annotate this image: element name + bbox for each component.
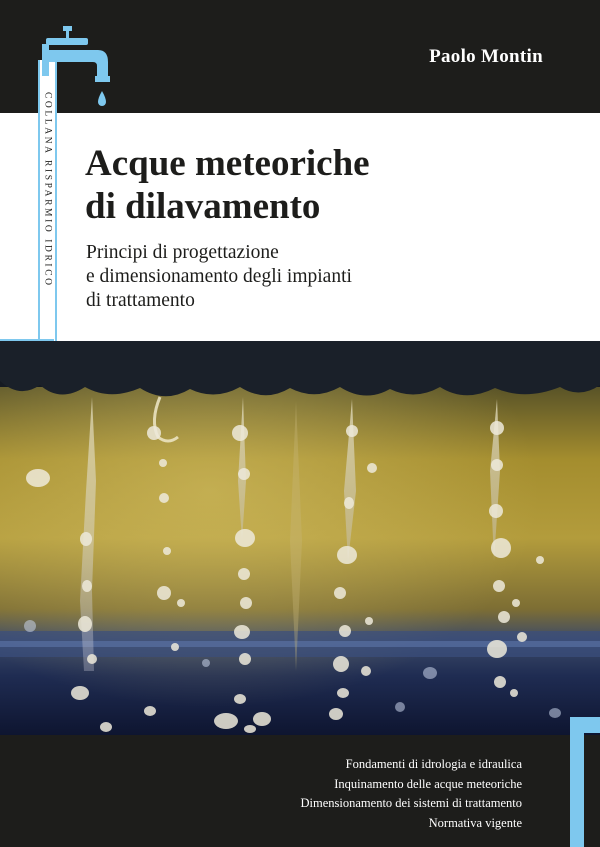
author-name: Paolo Montin [429,46,543,67]
topics-list [301,755,522,833]
title-line-1: Acque meteoriche [85,143,370,184]
subtitle-line-2: e dimensionamento degli impianti [86,266,352,287]
series-label-wrapper [38,92,57,342]
topic-item: Fondamenti di idrologia e idraulica [345,757,522,771]
book-subtitle [86,241,352,313]
accent-bar-right [570,717,600,847]
subtitle-line-3: di trattamento [86,290,195,311]
series-label: COLLANA RISPARMIO IDRICO [42,92,53,288]
cover-photo-water-drops [0,341,600,735]
book-title [85,142,370,228]
topic-item: Normativa vigente [428,815,522,830]
water-faucet-icon [40,26,120,116]
subtitle-line-1: Principi di progettazione [86,242,279,263]
topic-item: Inquinamento delle acque meteoriche [334,776,522,791]
title-line-2: di dilavamento [85,186,321,227]
topic-item: Dimensionamento dei sistemi di trattamento [300,796,522,810]
